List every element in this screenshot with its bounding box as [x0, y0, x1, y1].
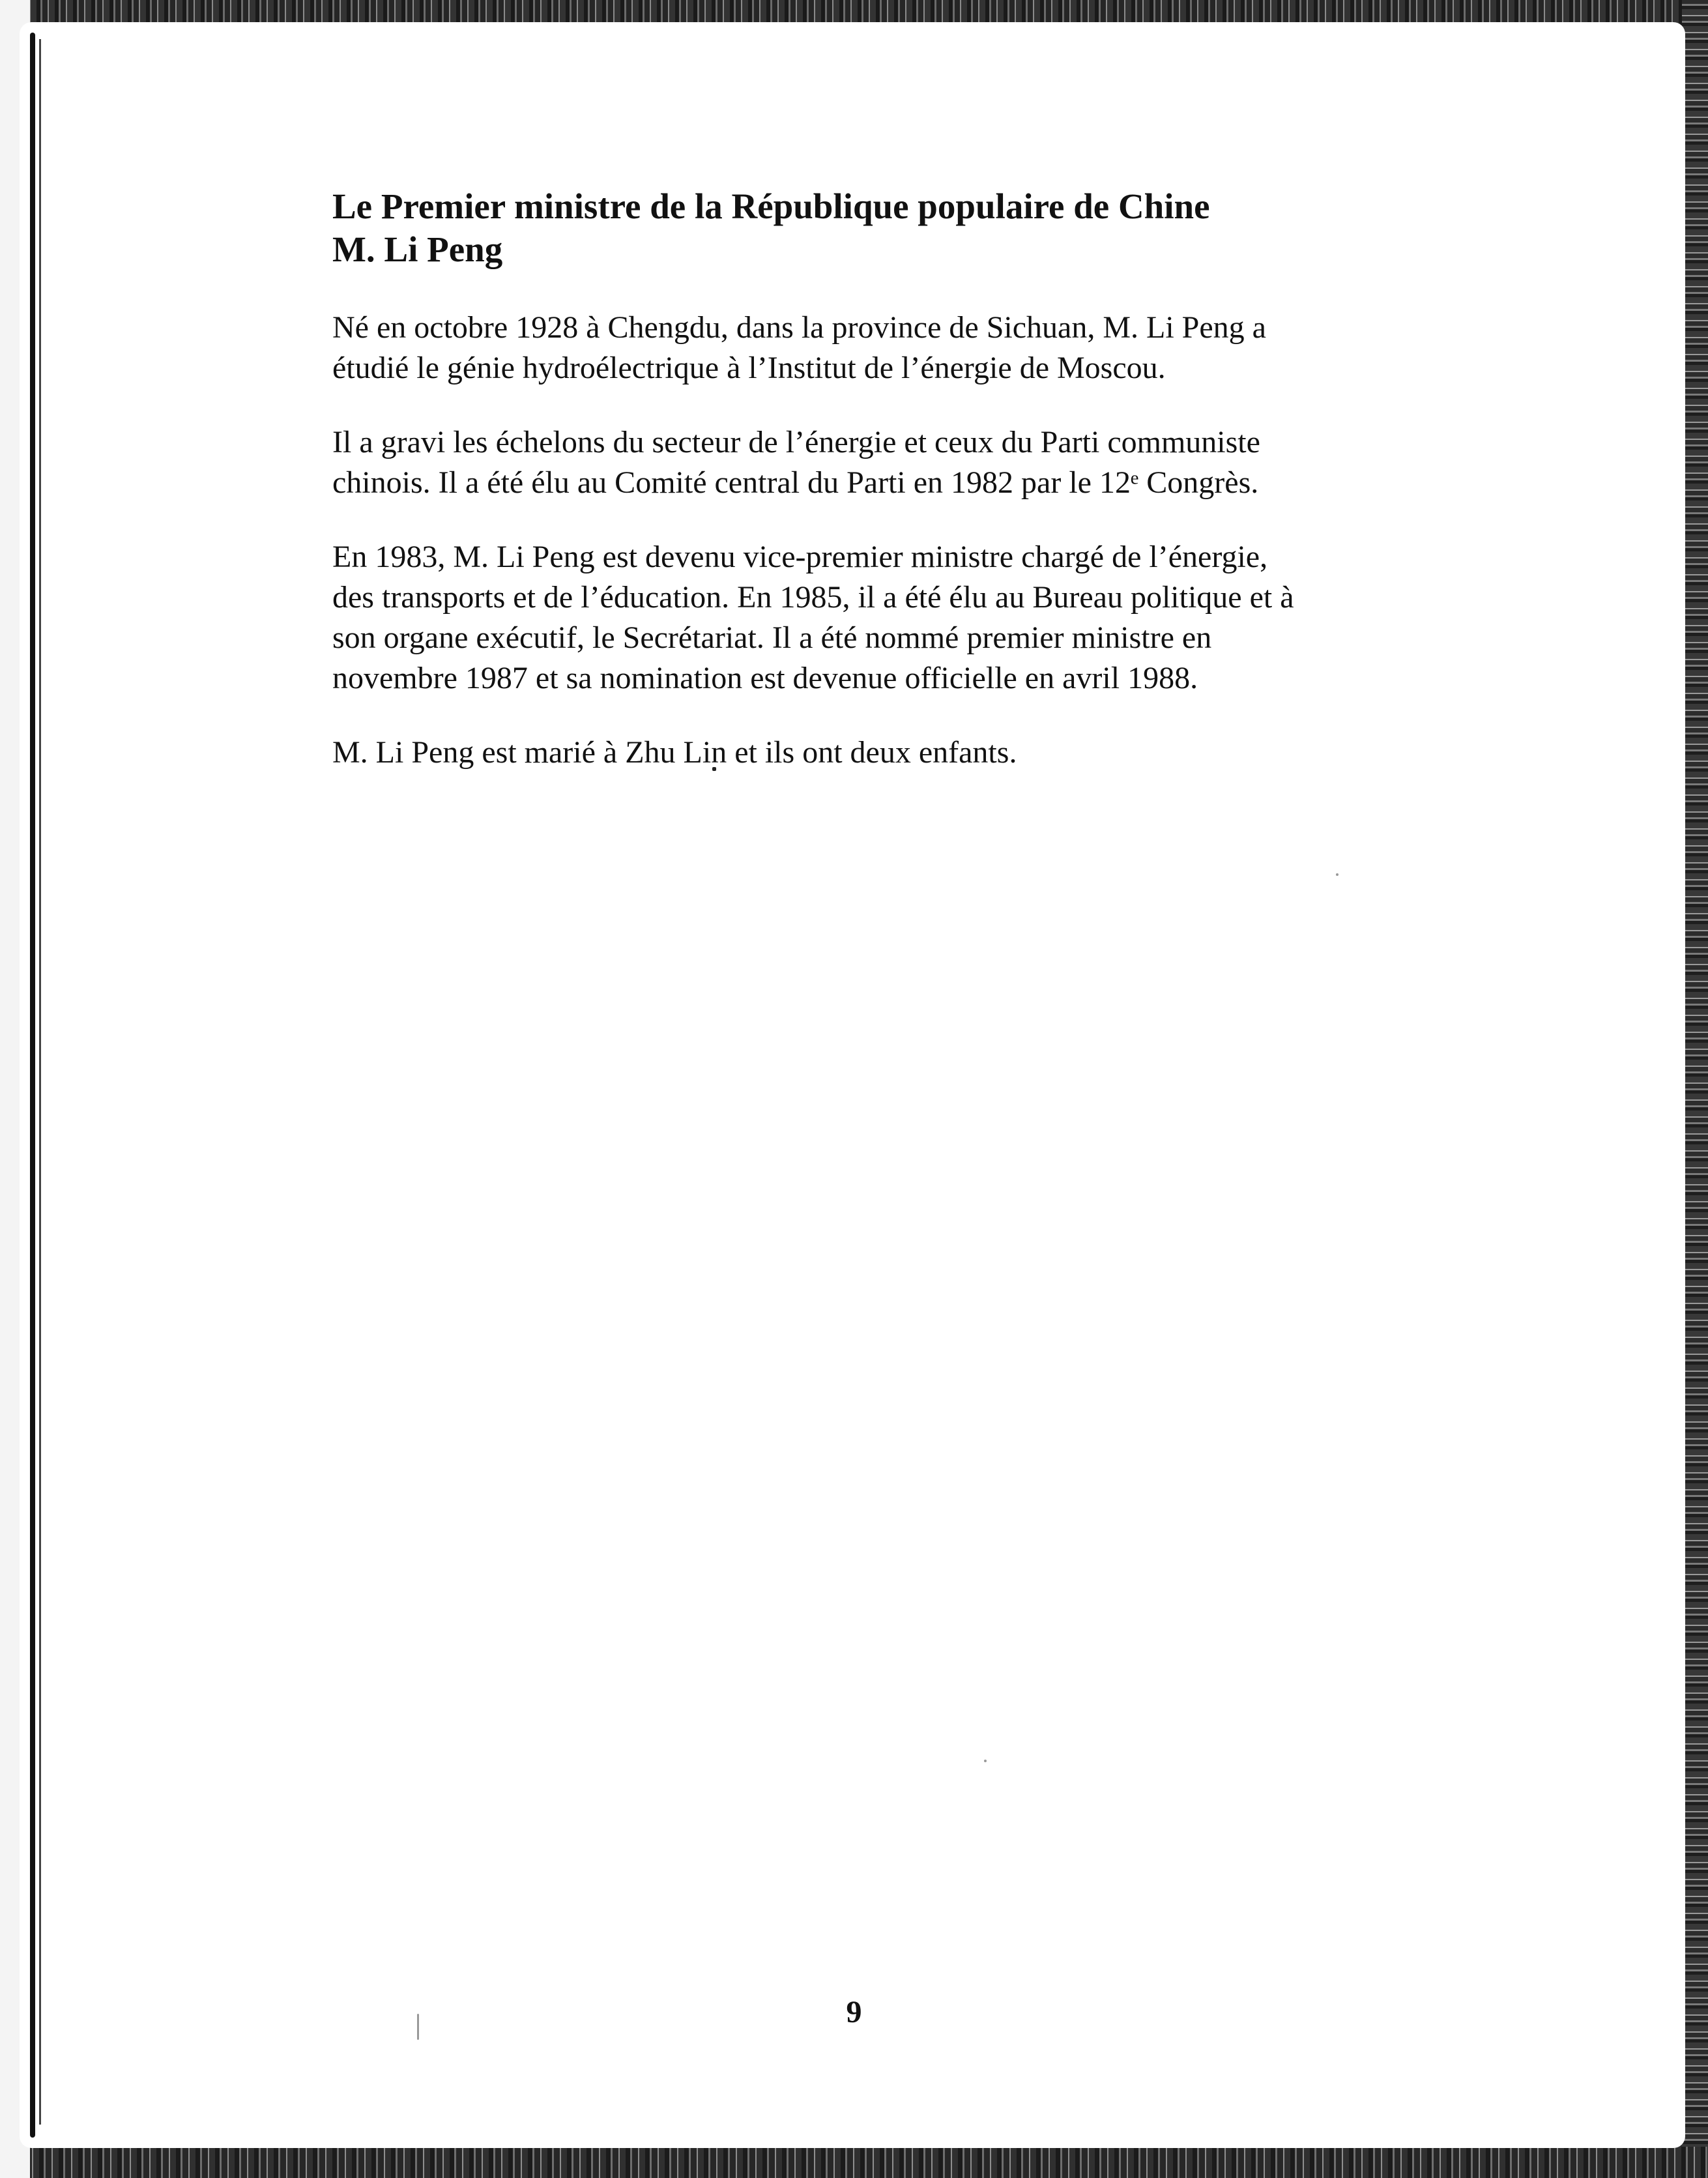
paragraph-line: M. Li Peng est marié à Zhu Lin et ils ont deux enfants. — [332, 735, 1017, 770]
scan-edge-bottom — [0, 2147, 1708, 2178]
paragraph-birth — [332, 308, 1440, 388]
paragraph-line: des transports et de l’éducation. En 1985, il a été élu au Bureau politique et à — [332, 580, 1294, 615]
document-body — [332, 185, 1440, 807]
page-number: 9 — [846, 1995, 862, 2029]
paragraph-family — [332, 733, 1440, 773]
paragraph-line: chinois. Il a été élu au Comité central du Parti en 1982 par le 12ᵉ Congrès. — [332, 465, 1259, 500]
binding-shadow-inner — [39, 39, 41, 2125]
binding-shadow — [30, 33, 35, 2138]
paragraph-line: Il a gravi les échelons du secteur de l’énergie et ceux du Parti communiste — [332, 425, 1260, 459]
paragraph-line: novembre 1987 et sa nomination est devenue officielle en avril 1988. — [332, 661, 1198, 695]
scan-edge-right — [1682, 0, 1708, 2178]
paragraph-line: étudié le génie hydroélectrique à l’Institut de l’énergie de Moscou. — [332, 351, 1166, 385]
paragraph-line: son organe exécutif, le Secrétariat. Il a été nommé premier ministre en — [332, 620, 1212, 655]
scan-speck — [1336, 873, 1339, 876]
scan-speck — [984, 1760, 987, 1762]
paragraph-career — [332, 422, 1440, 503]
title-line-1: Le Premier ministre de la République populaire de Chine — [332, 186, 1210, 226]
title-line-2: M. Li Peng — [332, 229, 503, 269]
paragraph-line: En 1983, M. Li Peng est devenu vice-premier ministre chargé de l’énergie, — [332, 540, 1268, 574]
document-title — [332, 185, 1440, 271]
paragraph-government — [332, 537, 1440, 699]
paragraph-line: Né en octobre 1928 à Chengdu, dans la province de Sichuan, M. Li Peng a — [332, 310, 1266, 345]
